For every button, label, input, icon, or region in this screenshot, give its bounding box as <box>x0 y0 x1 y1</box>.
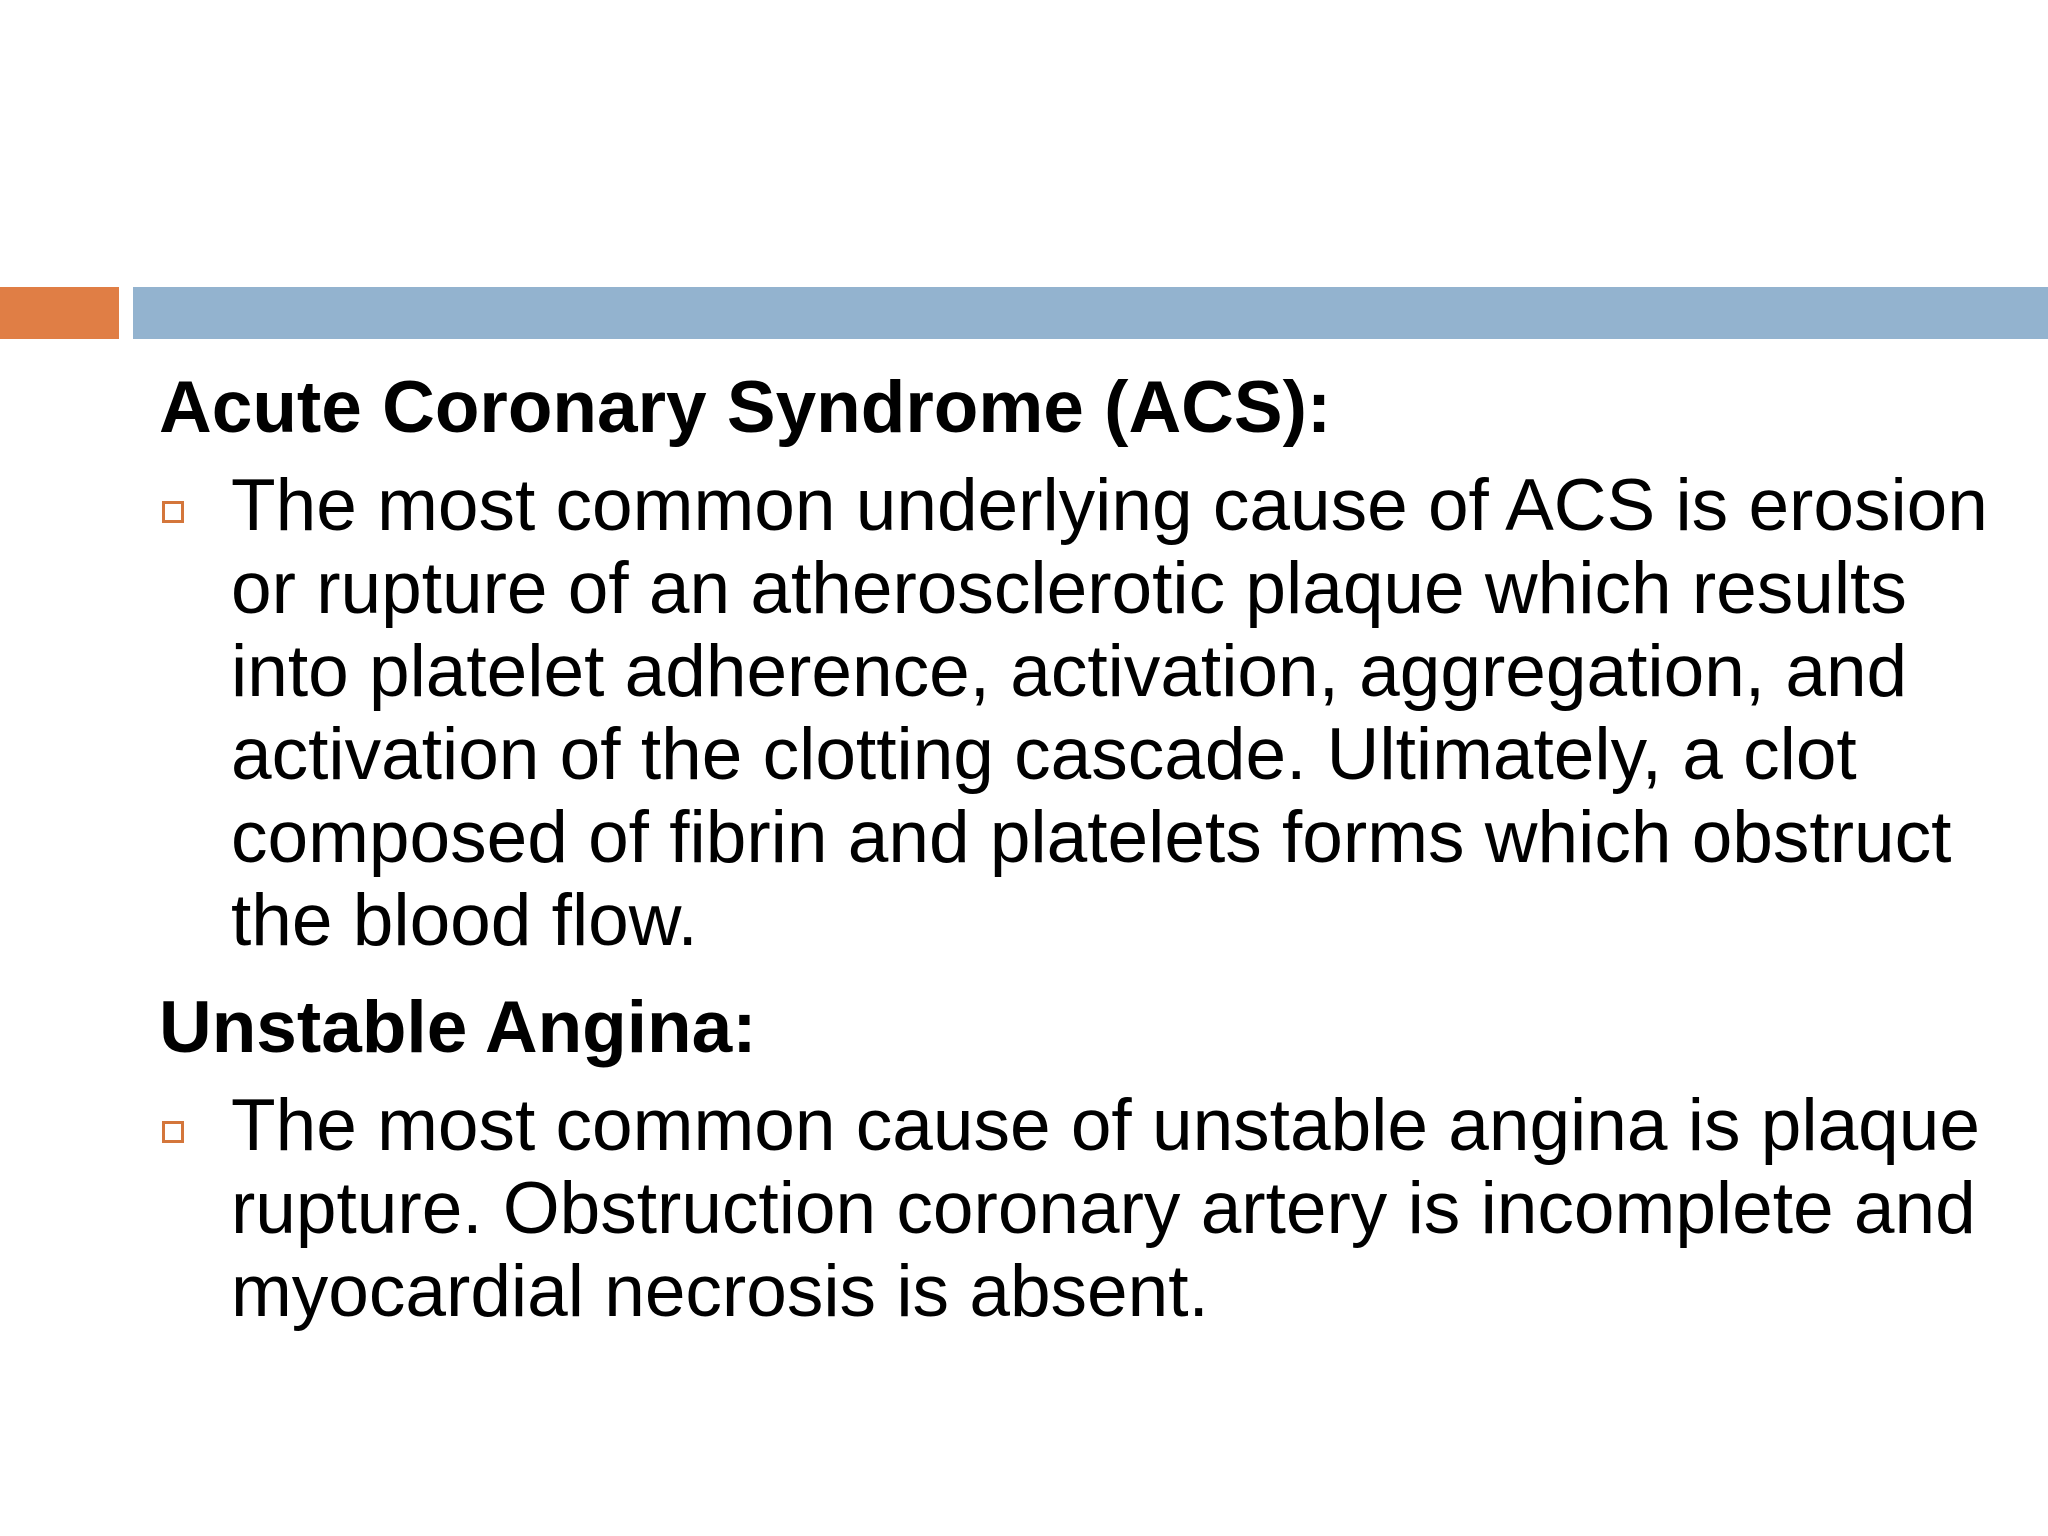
section-heading-unstable-angina: Unstable Angina: <box>159 987 757 1068</box>
bullet-item-unstable-angina <box>159 1084 1989 1333</box>
bullet-item-acs <box>159 464 1989 962</box>
bullet-text-unstable-angina: The most common cause of unstable angina is plaque rupture. Obstruction coronary artery is incomplete and myocardial necrosis is absent. <box>231 1085 1980 1332</box>
square-outline-bullet-icon <box>162 501 184 523</box>
accent-bar <box>0 287 119 339</box>
title-divider-bar <box>133 287 2048 339</box>
bullet-text-acs: The most common underlying cause of ACS is erosion or rupture of an atherosclerotic plaque which results into platelet adherence, activation, aggregation, and activation of the clotting cascade. Ultimately, a clot composed of fibrin and platelets forms which obstruct the blood flow. <box>231 465 1988 961</box>
slide-content <box>159 362 1989 1353</box>
section-heading-acs: Acute Coronary Syndrome (ACS): <box>159 367 1332 448</box>
square-outline-bullet-icon <box>162 1121 184 1143</box>
